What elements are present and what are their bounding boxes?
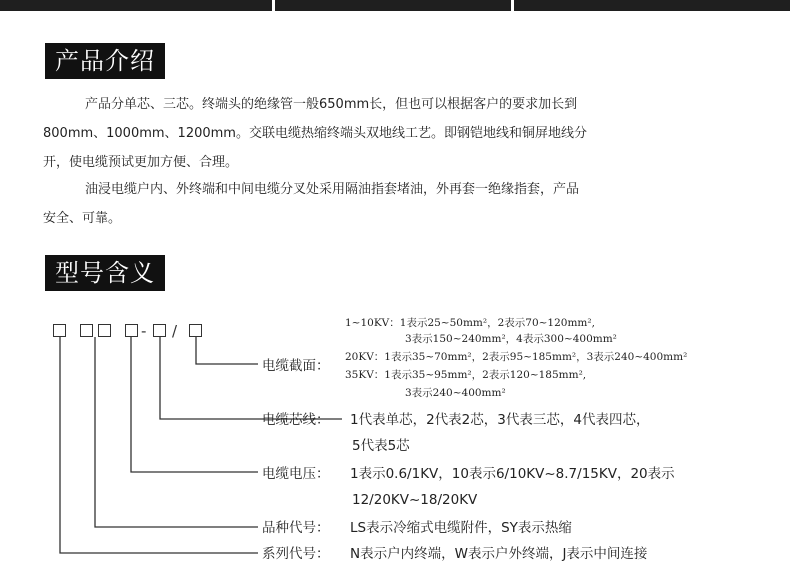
series-text: N表示户内终端，W表示户外终端，J表示中间连接	[350, 546, 648, 562]
code-box-section	[189, 324, 202, 337]
section-line-1: 1~10KV：1表示25~50mm²，2表示70~120mm²,	[345, 317, 595, 329]
section-line-5: 3表示240~400mm²	[405, 387, 506, 399]
code-box-voltage	[125, 324, 138, 337]
intro-line: 开，使电缆预试更加方便、合理。	[43, 155, 239, 170]
intro-heading: 产品介绍	[45, 43, 165, 79]
variety-label: 品种代号：	[262, 520, 330, 536]
connector-voltage	[131, 337, 258, 472]
connector-section	[196, 337, 258, 364]
dash-symbol: -	[141, 322, 147, 340]
voltage-label: 电缆电压：	[262, 466, 330, 482]
intro-line: 安全、可靠。	[43, 211, 122, 226]
core-label: 电缆芯线：	[262, 412, 330, 428]
code-box-variety-2	[98, 324, 111, 337]
model-heading: 型号含义	[45, 255, 165, 291]
section-line-3: 20KV：1表示35~70mm²，2表示95~185mm²，3表示240~400mm²	[345, 351, 688, 363]
core-text-1: 1代表单芯，2代表2芯，3代表三芯，4代表四芯，	[350, 412, 650, 428]
intro-line: 产品分单芯、三芯。终端头的绝缘管一般650mm长，但也可以根据客户的要求加长到	[85, 97, 578, 112]
intro-line: 800mm、1000mm、1200mm。交联电缆热缩终端头双地线工艺。即钢铠地线和铜屏地线分	[43, 126, 587, 141]
code-box-series	[53, 324, 66, 337]
connector-series	[60, 337, 258, 553]
section-line-4: 35KV：1表示35~95mm²，2表示120~185mm²,	[345, 369, 587, 381]
connector-variety	[95, 337, 258, 527]
section-label: 电缆截面：	[262, 358, 330, 374]
code-box-core	[153, 324, 166, 337]
intro-line: 油浸电缆户内、外终端和中间电缆分叉处采用隔油指套堵油，外再套一绝缘指套，产品	[85, 182, 580, 197]
code-box-variety	[80, 324, 93, 337]
voltage-text-1: 1表示0.6/1KV，10表示6/10KV~8.7/15KV，20表示	[350, 466, 675, 482]
connector-core	[160, 337, 342, 419]
core-text-2: 5代表5芯	[352, 438, 410, 454]
slash-symbol: /	[172, 322, 178, 340]
variety-text: LS表示冷缩式电缆附件，SY表示热缩	[350, 520, 572, 536]
series-label: 系列代号：	[262, 546, 330, 562]
section-line-2: 3表示150~240mm²，4表示300~400mm²	[405, 333, 617, 345]
voltage-text-2: 12/20KV~18/20KV	[352, 492, 478, 508]
